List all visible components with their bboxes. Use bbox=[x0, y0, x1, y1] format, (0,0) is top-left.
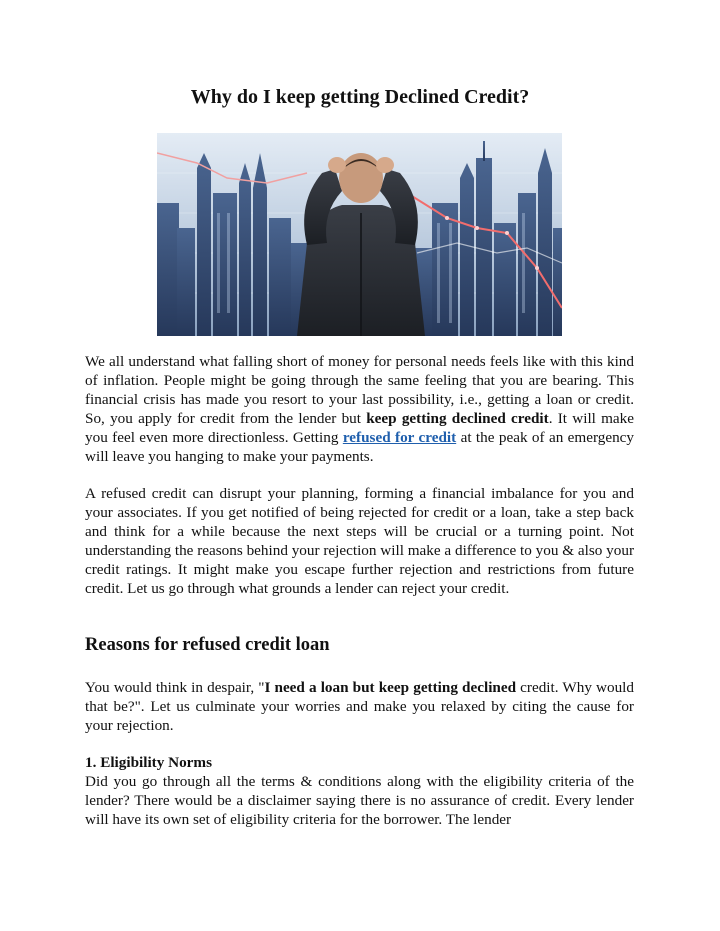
section-heading: Reasons for refused credit loan bbox=[85, 635, 330, 655]
intro-text-1: We all understand what falling short of money for personal needs feels like with this kind of inflation. People might be going through the same feeling that you are bearing. This financial crisis has made you resort to your last possibility, i.e., getting a loan or credit. So, you apply for credit from the lender but bbox=[85, 353, 634, 427]
refused-for-credit-link[interactable]: refused for credit bbox=[342, 429, 457, 446]
page-title: Why do I keep getting Declined Credit? bbox=[190, 86, 530, 108]
subsection-heading: 1. Eligibility Norms bbox=[85, 754, 212, 771]
businessman-city-illustration bbox=[157, 133, 562, 336]
refused-credit-paragraph: A refused credit can disrupt your planning, forming a financial imbalance for you and your associates. If you get notified of being rejected for credit or a loan, take a step back and think for a while because the next steps will be crucial or a turning point. Not understanding the reasons behind your rejection will make a difference to you & also your credit ratings. It might make you escape further rejection and restrictions from future credit. Let us go through what grounds a lender can reject your credit. bbox=[85, 485, 634, 597]
despair-text-2: credit. Why would that be?". Let us culminate your worries and make you relaxed by citing the cause for your rejection. bbox=[85, 679, 634, 734]
intro-text-3: at the peak of an emergency will leave you hanging to make your payments. bbox=[85, 429, 635, 465]
intro-text-2: . It will make you feel even more directionless. Getting bbox=[85, 410, 635, 446]
intro-bold-phrase: keep getting declined credit bbox=[366, 410, 549, 427]
intro-paragraph bbox=[85, 352, 634, 466]
hero-image bbox=[157, 133, 562, 336]
despair-paragraph bbox=[85, 678, 634, 735]
despair-bold-phrase: I need a loan but keep getting declined bbox=[264, 679, 517, 696]
despair-text-1: You would think in despair, " bbox=[85, 679, 265, 696]
eligibility-paragraph: Did you go through all the terms & conditions along with the eligibility criteria of the lender? There would be a disclaimer saying there is no assurance of credit. Every lender will have its own set of eligibility criteria for the borrower. The lender bbox=[85, 773, 634, 828]
